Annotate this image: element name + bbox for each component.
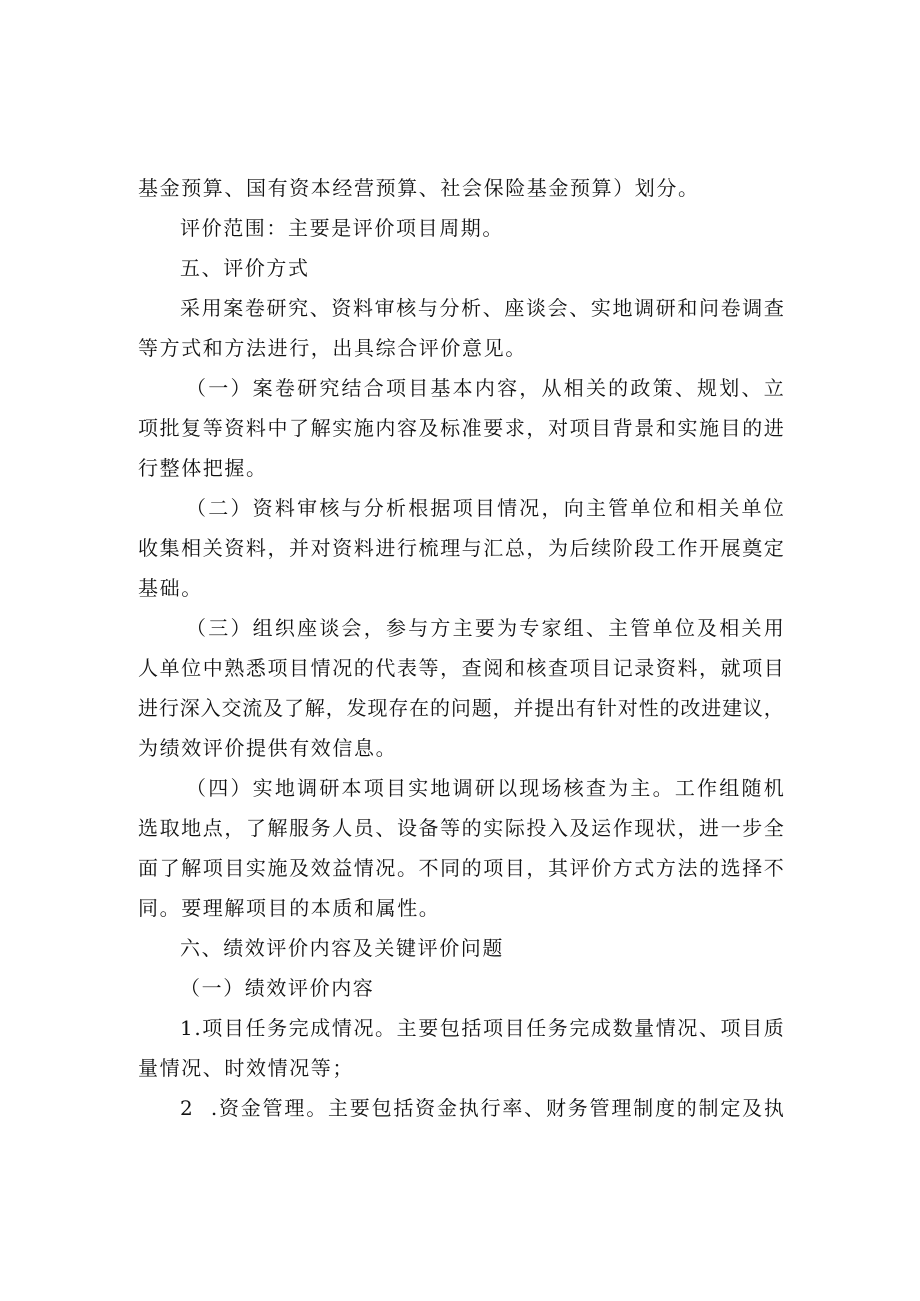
section-heading: 五、评价方式 [180, 256, 310, 280]
section-heading: 六、绩效评价内容及关键评价问题 [180, 936, 504, 960]
text-line: （ 一 ） 案 卷 研 究 结 合 项 目 基 本 内 容 ， 从 相 关 的 政 策 、 规 划 、 立 [186, 376, 784, 400]
text-line: （ 四 ） 实 地 调 研 本 项 目 实 地 调 研 以 现 场 核 查 为 主 。 工 作 组 随 机 [186, 776, 784, 800]
text-line: 基金预算、国有资本经营预算、社会保险基金预算）划分。 [138, 176, 700, 200]
text-line: 为绩效评价提供有效信息。 [138, 736, 398, 760]
subsection-heading: （一）绩效评价内容 [180, 976, 375, 1000]
text-line: 2 . 资 金 管 理 。 主 要 包 括 资 金 执 行 率 、 财 务 管 理 制 度 的 制 定 及 执 [180, 1096, 784, 1120]
text-line: 收 集 相 关 资 料 ， 并 对 资 料 进 行 梳 理 与 汇 总 ， 为 后 续 阶 段 工 作 开 展 奠 定 [138, 536, 784, 560]
text-line: 基础。 [138, 576, 203, 600]
text-line: 进 行 深 入 交 流 及 了 解 ， 发 现 存 在 的 问 题 ， 并 提 出 有 针 对 性 的 改 进 建 议 ， [138, 696, 784, 720]
text-line: （ 二 ） 资 料 审 核 与 分 析 根 据 项 目 情 况 ， 向 主 管 单 位 和 相 关 单 位 [186, 496, 784, 520]
text-line: 选 取 地 点 ， 了 解 服 务 人 员 、 设 备 等 的 实 际 投 入 及 运 作 现 状 ， 进 一 步 全 [138, 816, 784, 840]
text-line: 同。要理解项目的本质和属性。 [138, 896, 441, 920]
text-line: 量情况、时效情况等； [138, 1056, 354, 1080]
text-line: 1 . 项 目 任 务 完 成 情 况 。 主 要 包 括 项 目 任 务 完 成 数 量 情 况 、 项 目 质 [180, 1016, 784, 1040]
text-line: 采 用 案 卷 研 究 、 资 料 审 核 与 分 析 、 座 谈 会 、 实 地 调 研 和 问 卷 调 查 [180, 296, 784, 320]
text-line: 项 批 复 等 资 料 中 了 解 实 施 内 容 及 标 准 要 求 ， 对 项 目 背 景 和 实 施 目 的 进 [138, 416, 784, 440]
text-line: 等方式和方法进行，出具综合评价意见。 [138, 336, 527, 360]
text-line: 面 了 解 项 目 实 施 及 效 益 情 况 。 不 同 的 项 目 ， 其 评 价 方 式 方 法 的 选 择 不 [138, 856, 784, 880]
text-line: 评价范围：主要是评价项目周期。 [180, 216, 504, 240]
text-line: 人 单 位 中 熟 悉 项 目 情 况 的 代 表 等 ， 查 阅 和 核 查 项 目 记 录 资 料 ， 就 项 目 [138, 656, 784, 680]
text-line: 行整体把握。 [138, 456, 268, 480]
text-line: （ 三 ） 组 织 座 谈 会 ， 参 与 方 主 要 为 专 家 组 、 主 管 单 位 及 相 关 用 [186, 616, 784, 640]
